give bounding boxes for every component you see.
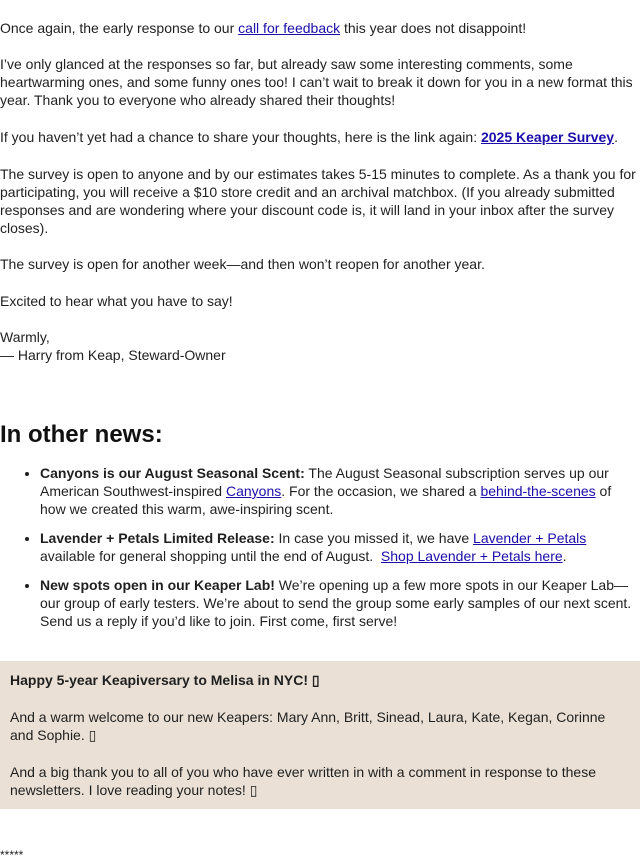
text-segment: If you haven’t yet had a chance to share your thoughts, here is the link again:	[0, 129, 481, 145]
text-segment: . For the occasion, we shared a	[281, 483, 481, 499]
list-item	[40, 529, 640, 565]
behind-the-scenes-link[interactable]: behind-the-scenes	[480, 483, 596, 499]
lavender-petals-link[interactable]: Lavender + Petals	[473, 530, 587, 546]
list-item	[40, 576, 640, 630]
intro-paragraph-excited: Excited to hear what you have to say!	[0, 293, 233, 309]
text-segment: Happy 5-year Keapiversary to Melisa in NYC!	[10, 672, 312, 688]
text-segment: Once again, the early response to our	[0, 20, 239, 36]
news-item-title: Lavender + Petals Limited Release:	[40, 530, 275, 546]
canyons-link[interactable]: Canyons	[225, 483, 282, 499]
intro-paragraph-responses: I’ve only glanced at the responses so far, but already saw some interesting comments, some heartwarming ones, and some funny ones too! I can’t wait to break it down for you in a new format this year. Thank you to everyone who already shared their thoughts!	[0, 56, 633, 108]
call-for-feedback-link[interactable]: call for feedback	[238, 20, 341, 36]
text-segment: .	[562, 548, 567, 564]
keaper-survey-link[interactable]: 2025 Keaper Survey	[480, 129, 615, 145]
intro-paragraph-survey-window: The survey is open for another week—and then won’t reopen for another year.	[0, 256, 485, 272]
community-band	[0, 661, 640, 809]
thanks-line	[10, 763, 630, 799]
text-segment: of how we created this warm, awe-inspiring scent.	[40, 483, 612, 517]
text-segment: We’re opening up a few more spots in our Keaper Lab—our group of early testers. We’re about to send the group some early samples of our next scent. Send us a reply if you’d like to join. First come, first serve!	[40, 577, 632, 629]
news-item-title: Canyons is our August Seasonal Scent:	[40, 465, 305, 481]
anniversary-line	[10, 671, 630, 689]
text-segment: .	[614, 129, 618, 145]
text-segment: And a big thank you to all of you who have ever written in with a comment in response to these newsletters. I love reading your notes!	[10, 764, 596, 798]
emoji-placeholder-icon: ▯	[311, 672, 320, 688]
news-heading: In other news:	[0, 421, 163, 448]
signoff: Warmly,	[0, 329, 50, 345]
welcome-line	[10, 708, 630, 744]
news-item-title: New spots open in our Keaper Lab!	[40, 577, 275, 593]
intro-paragraph-survey-link	[0, 128, 640, 146]
list-item	[40, 464, 640, 518]
intro-paragraph-feedback	[0, 19, 640, 37]
text-segment: In case you missed it, we have	[274, 530, 474, 546]
intro-paragraph-survey-details: The survey is open to anyone and by our estimates takes 5-15 minutes to complete. As a thank you for participating, you will receive a $10 store credit and an archival matchbox. (If you already submitted responses and are wondering where your discount code is, it will land in your inbox after the survey closes).	[0, 166, 636, 236]
shop-lavender-petals-link[interactable]: Shop Lavender + Petals here	[380, 548, 563, 564]
emoji-placeholder-icon: ▯	[88, 727, 97, 743]
text-segment: available for general shopping until the end of August.	[40, 530, 591, 564]
emoji-placeholder-icon: ▯	[249, 782, 258, 798]
news-list	[0, 464, 640, 641]
signature: — Harry from Keap, Steward-Owner	[0, 347, 226, 363]
text-segment: this year does not disappoint!	[340, 20, 527, 36]
text-segment: And a warm welcome to our new Keapers: Mary Ann, Britt, Sinead, Laura, Kate, Kegan, Corinne and Sophie.	[10, 709, 606, 743]
footer-divider-stars: *****	[0, 848, 24, 862]
text-segment: The August Seasonal subscription serves up our American Southwest-inspired	[40, 465, 609, 499]
